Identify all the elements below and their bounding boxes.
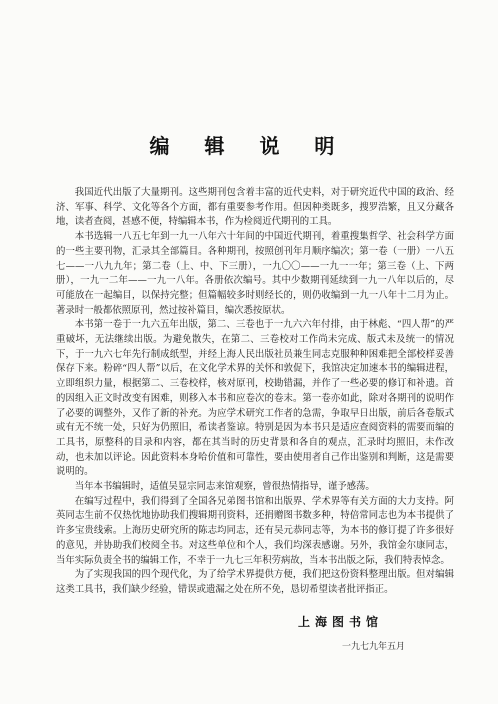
paragraph-5: 在编写过程中，我们得到了全国各兄弟图书馆和出版界、学术界等有关方面的大力支持。阿英同志生前不仅热忱地协助我们搜辑期刊资料，还捐赠图书数多种，特倍常同志也为本书提供了许多宝贵线索。上海历史研究所的陈志均同志，还有吴元恭同志等，为本书的修订提了许多很好的意见，并协助我们校阅全书。对这些单位和个人，我们均深表感谢。另外，我馆金尔康同志，当年实际负责全书的编辑工作，不幸于一九七三年积劳病故，当本书出版之际，我们特表悼念。	[56, 495, 454, 566]
paragraph-1: 我国近代出版了大量期刊。这些期刊包含着丰富的近代史料，对于研究近代中国的政治、经济、军事、科学、文化等各个方面，都有重要参考作用。但因种类既多，搜罗浩繁，且又分藏各地，读者查阅，甚感不便，特编辑本书，作为检阅近代期刊的工具。	[56, 187, 454, 228]
paragraph-3: 本书第一卷于一九六五年出版，第二、三卷也于一九六六年付排，由于林彪、“四人帮”的严重破坏，无法继续出版。为避免散失，在第二、三卷校对工作尚未完成、版式未及统一的情况下，于一九六七年先行制成纸型，并经上海人民出版社员兼生同志克服种种困难把全部校样妥善保存下来。粉碎“四人帮”以后，在文化学术界的关怀和敦促下，我馆决定加速本书的编辑进程，立即组织力量，根据第二、三卷校样，核对原刊，校勘错漏，并作了一些必要的修订和补遗。首的因组入正文时改变有困难，则移入本书和应卷次的卷末。第一卷亦如此，除对各期刊的说明作了必要的调整外，又作了新的补充。为应学术研究工作者的急需，争取早日出版，前后各卷版式或有无不统一处，只好为仍照旧，希读者鉴谅。特别是因为本书只是适应查阅资料的需要而编的工具书，原整科的目录和内容，都在其当时的历史背景和各自的观点，汇录时均照旧，未作改动，也未加以评论。因此资料本身哈价值和可靠性，要由使用者自己作出鉴别和判断，这是需要说明的。	[56, 319, 454, 478]
paragraph-4: 当年本书编辑时，适值吴显宗同志来馆观察，曾很热情指导，谨予感荡。	[74, 481, 375, 493]
paragraph-6: 为了实现我国的四个现代化，为了给学术界提供方便，我们把这份资料整理出版。但对编辑这类工具书，我们缺少经验，错误或遗漏之处在所不免，恳切希望读者批评指正。	[56, 569, 454, 595]
date: 一九七九年五月	[342, 642, 406, 652]
body-text	[56, 186, 454, 598]
signature: 上海图书馆	[298, 615, 384, 629]
paragraph-2: 本书选辑一八五七年到一九一八年六十年间的中国近代期刊，着重搜集哲学、社会科学方面的一些主要刊物，汇录其全部篇目。各种期刊，按照创刊年月顺序编次；第一卷（一册）一八五七——一八九九年；第二卷（上、中、下三册），一九〇〇——一九一一年；第三卷（上、下两册），一九一二年——一九一八年。各册依次编号。其中少数期刊延续到一九一八年以后的，尽可能放在一起编目，以保持完整；但篇幅较多时则经长的，则仍收编到一九一八年十二月为止。著录时一般都依照原刊，然过按补篇目，编次悉按原状。	[56, 231, 454, 316]
page-title: 编 辑 说 明	[149, 134, 349, 158]
